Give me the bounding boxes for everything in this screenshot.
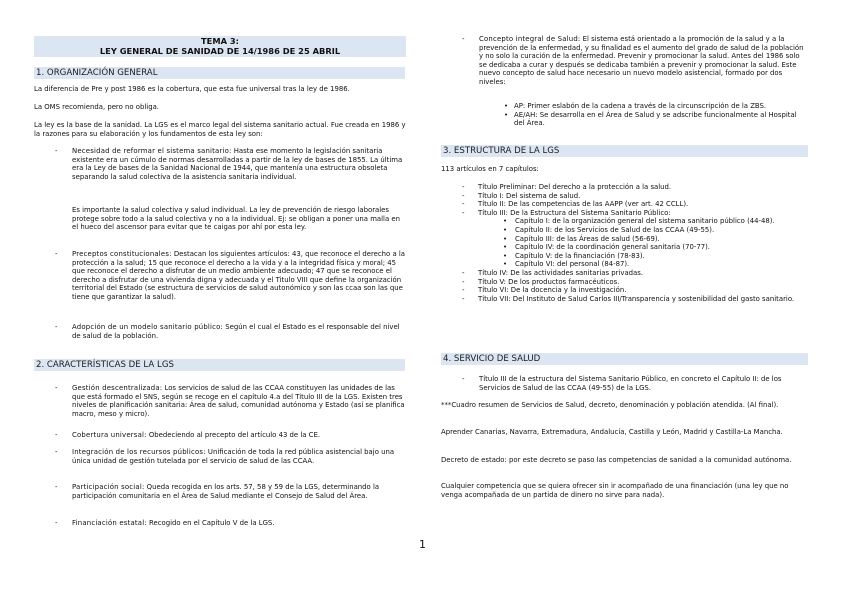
item-text: Unificación de toda la red pública asistencial bajo una única unidad de gestión tutelada por el servicio de salud de las CCAA. xyxy=(72,448,395,465)
paragraph: La ley es la base de la sanidad. La LGS es el marco legal del sistema sanitario actual. Fue creada en 1986 y la razones para su elaboración y los fundamentos de esta ley son: xyxy=(34,121,406,138)
list-item: • Capítulo II: de los Servicios de Salud de las CCAA (49-55). xyxy=(515,226,809,235)
item-term: Necesidad de reformar el sistema sanitario: xyxy=(72,147,232,155)
list-item: • Capítulo IV: de la coordinación general sanitaria (70-77). xyxy=(515,243,809,252)
list-item: - Título Preliminar: Del derecho a la protección a la salud. xyxy=(478,183,809,192)
list-item: • Capítulo III: de las Áreas de salud (56-69). xyxy=(515,235,809,244)
list-item xyxy=(72,384,406,418)
paragraph: La OMS recomienda, pero no obliga. xyxy=(34,103,159,111)
item-term: Gestión descentralizada: xyxy=(72,384,163,392)
paragraph: Cualquier competencia que se quiera ofrecer sin ir acompañado de una financiación (una ley que no venga acompañada de un partida de dinero no sirve para nada). xyxy=(441,482,789,499)
list-item: - Título VI: De la docencia y la investigación. xyxy=(478,286,809,295)
list-item: - Título IV: De las actividades sanitarias privadas. xyxy=(478,269,809,278)
page-number: 1 xyxy=(419,538,426,551)
list-item xyxy=(479,375,799,392)
list-item: • AP: Primer eslabón de la cadena a través de la circunscripción de la ZBS. xyxy=(514,102,809,111)
list-item xyxy=(478,209,809,269)
list-item xyxy=(72,431,406,440)
levels-list xyxy=(514,102,809,128)
paragraph: Aprender Canarias, Navarra, Extremadura, Andalucía, Castilla y León, Madrid y Castilla-La Mancha. xyxy=(441,428,783,436)
item-text: Hasta ese momento la legislación sanitaria existente era un cúmulo de normas desarrolladas a partir de la ley de bases de 1855. La última era la Ley de bases de la Sanidad Nacional de 1944, que mantenía una estructura obsoleta separando la salud colectiva de la asistencia sanitaria individual. xyxy=(72,147,403,181)
item-term: Preceptos constitucionales: xyxy=(72,250,172,258)
titles-list xyxy=(478,183,809,303)
paragraph: Decreto de estado: por este decreto se paso las competencias de sanidad a la comunidad autónoma. xyxy=(441,456,792,464)
item-term: Cobertura universal: xyxy=(72,431,147,439)
paragraph: La diferencia de Pre y post 1986 es la cobertura, que esta fue universal tras la ley de 1986. xyxy=(34,85,350,93)
list-item xyxy=(72,147,406,181)
list-item: • Capítulo I: de la organización general del sistema sanitario público (44-48). xyxy=(515,217,809,226)
list-item: - Título II: De las competencias de las AAPP (ver art. 42 CCLL). xyxy=(478,200,809,209)
list-item: - Título V: De los productos farmacéuticos. xyxy=(478,278,809,287)
list-item: • Capítulo VI: del personal (84-87). xyxy=(515,260,809,269)
list-item: • Capítulo V: de la financiación (78-83). xyxy=(515,252,809,261)
item-term: Concepto integral de Salud: xyxy=(479,35,581,43)
item-text: Es importante la salud colectiva y salud individual. La ley de prevención de riesgo laborales protege sobre todo a la salud colectiva y no a la individual. Ej: se obligan a poner una malla en el hueco del ascensor para evitar que te caigas por ahí por esta ley. xyxy=(72,206,400,232)
item-term: Adopción de un modelo sanitario público: xyxy=(72,323,224,331)
title-line-2: LEY GENERAL DE SANIDAD DE 14/1986 DE 25 ABRIL xyxy=(99,46,341,56)
list-item xyxy=(72,323,406,340)
paragraph: 113 artículos en 7 capítulos: xyxy=(441,165,539,173)
list-item-continuation xyxy=(72,206,406,232)
list-item xyxy=(72,519,406,528)
section-heading-caracteristicas: 2. CARACTERÍSTICAS DE LA LGS xyxy=(34,359,405,371)
list-item xyxy=(479,35,809,87)
item-text: Según el cual el Estado es el responsable del nivel de salud de la población. xyxy=(72,323,400,340)
item-text: Destacan los siguientes artículos: 43, que reconoce el derecho a la protección a la salud; 15 que reconoce el derecho a la vida y a la integridad física y moral; 45 que reconoce el derecho a disfrutar de un medio ambiente adecuado; 47 que se reconoce el derecho a disfrutar de una vivienda digna y adecuada y el Titulo VIII que define la organización territorial del Estado (se estructura de servicios de salud autonómico y son las ccaa son las que tiene que garantizar la salud). xyxy=(72,250,405,301)
chapters-list xyxy=(478,217,809,269)
document-title xyxy=(34,36,406,57)
item-text: Los servicios de salud de las CCAA constituyen las unidades de las que está formado el SNS, según se recoge en el capítulo 4.a del Titulo III de la LGS. Existen tres niveles de planificación sanitaria: Área de salud, comunidad autónoma y Estado (así se planifica macro, meso y micro). xyxy=(72,384,405,418)
list-item: • AE/AH: Se desarrolla en el Área de Salud y se adscribe funcionalmente al Hospital del Área. xyxy=(514,111,809,128)
paragraph: ***Cuadro resumen de Servicios de Salud, decreto, denominación y población atendida. (Al final). xyxy=(441,401,779,409)
item-text: Queda recogida en los arts. 57, 58 y 59 de la LGS, determinando la participación comunitaria en el Área de Salud mediante el Consejo de Salud del Área. xyxy=(72,483,380,500)
item-term: Integración de los recursos públicos: xyxy=(72,448,206,456)
list-item: - Título I: Del sistema de salud. xyxy=(478,192,809,201)
list-item xyxy=(72,483,406,500)
list-item xyxy=(72,448,406,465)
title-line-1: TEMA 3: xyxy=(201,36,239,46)
item-term: Participación social: xyxy=(72,483,145,491)
list-item xyxy=(72,250,406,302)
item-term: Financiación estatal: xyxy=(72,519,147,527)
item-text: Título III de la estructura del Sistema Sanitario Público, en concreto el Capítulo II: de los Servicios de Salud de las CCAA (49-55) de la LGS. xyxy=(479,375,782,392)
section-heading-organizacion: 1. ORGANIZACIÓN GENERAL xyxy=(34,67,405,79)
item-text: Recogido en el Capítulo V de la LGS. xyxy=(146,519,275,527)
item-text: Obedeciendo al precepto del artículo 43 de la CE. xyxy=(146,431,321,439)
list-item: - Título VII: Del Instituto de Salud Carlos III/Transparencia y sostenibilidad del gasto sanitario. xyxy=(478,295,809,304)
section-heading-estructura: 3. ESTRUCTURA DE LA LGS xyxy=(441,145,808,157)
section-heading-servicio: 4. SERVICIO DE SALUD xyxy=(441,353,808,365)
item-text: El sistema está orientado a la promoción de la salud y a la prevención de la enfermedad, y su finalidad es el aumento del grado de salud de la población y no solo la curación de la enfermedad. Prevenir y promocionar la salud. Antes del 1986 solo se dedicaba a curar y después se dedicaba también a prevenir y promocionar la salud. Este nuevo concepto de salud hace necesario un nuevo modelo asistencial, formado por dos niveles: xyxy=(479,35,804,86)
item-text: Título III: De la Estructura del Sistema Sanitario Público: xyxy=(478,208,671,217)
